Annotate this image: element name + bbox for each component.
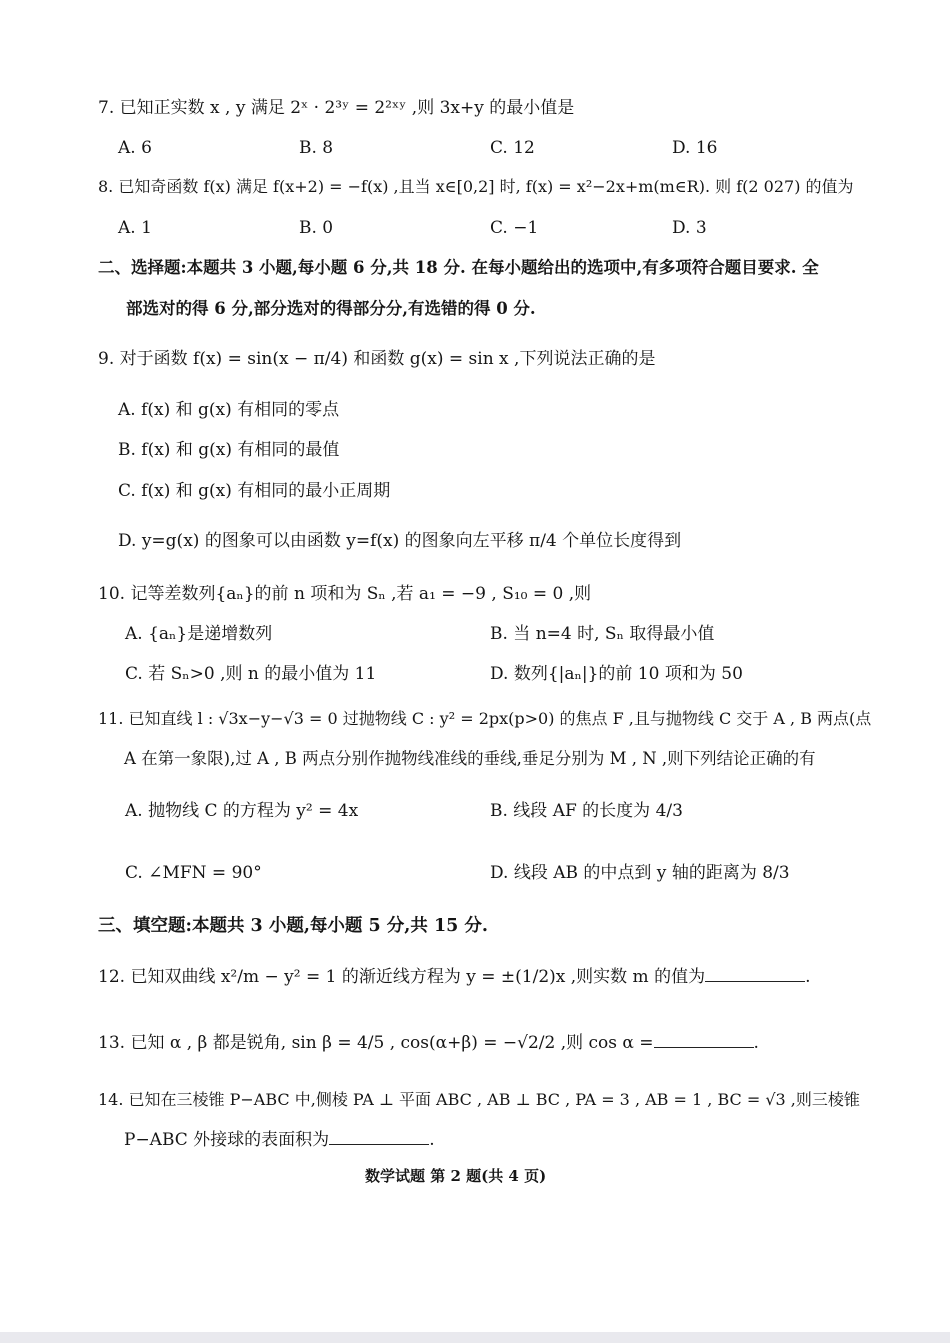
bottom-edge-bar — [0, 1332, 950, 1343]
q12-text: 12. 已知双曲线 x²/m − y² = 1 的渐近线方程为 y = ±(1/2)x ,则实数 m 的值为 — [98, 967, 706, 987]
q11-option-b: B. 线段 AF 的长度为 4/3 — [490, 801, 683, 821]
q11-option-d: D. 线段 AB 的中点到 y 轴的距离为 8/3 — [490, 863, 790, 883]
q13-text: 13. 已知 α , β 都是锐角, sin β = 4/5 , cos(α+β) = −√2/2 ,则 cos α = — [98, 1033, 654, 1053]
q8-option-a: A. 1 — [118, 218, 152, 238]
q9-option-a: A. f(x) 和 g(x) 有相同的零点 — [118, 400, 340, 420]
q11-stem-cont: A 在第一象限),过 A , B 两点分别作抛物线准线的垂线,垂足分别为 M , N ,则下列结论正确的有 — [124, 749, 816, 768]
q8-option-b: B. 0 — [299, 218, 334, 238]
q8-option-d: D. 3 — [672, 218, 707, 238]
q12-answer-blank[interactable] — [705, 965, 805, 982]
q7-option-c: C. 12 — [490, 138, 535, 158]
q14-stem-cont — [124, 1128, 435, 1152]
section3-heading: 三、填空题:本题共 3 小题,每小题 5 分,共 15 分. — [98, 916, 488, 936]
q12-stem — [98, 965, 811, 989]
q8-stem: 8. 已知奇函数 f(x) 满足 f(x+2) = −f(x) ,且当 x∈[0,2] 时, f(x) = x²−2x+m(m∈R). 则 f(2 027) 的值为 — [98, 177, 854, 196]
q14-stem: 14. 已知在三棱锥 P−ABC 中,侧棱 PA ⊥ 平面 ABC , AB ⊥ BC , PA = 3 , AB = 1 , BC = √3 ,则三棱锥 — [98, 1090, 860, 1109]
section2-heading: 二、选择题:本题共 3 小题,每小题 6 分,共 18 分. 在每小题给出的选项中,有多项符合题目要求. 全 — [98, 258, 819, 277]
q11-option-c: C. ∠MFN = 90° — [125, 863, 262, 883]
q14-text: P−ABC 外接球的表面积为 — [124, 1130, 330, 1150]
q11-option-a: A. 抛物线 C 的方程为 y² = 4x — [125, 801, 359, 821]
q10-option-b: B. 当 n=4 时, Sₙ 取得最小值 — [490, 624, 715, 644]
q10-stem: 10. 记等差数列{aₙ}的前 n 项和为 Sₙ ,若 a₁ = −9 , S₁₀ = 0 ,则 — [98, 584, 592, 604]
q7-option-a: A. 6 — [118, 138, 152, 158]
q10-option-a: A. {aₙ}是递增数列 — [125, 624, 273, 644]
q9-stem: 9. 对于函数 f(x) = sin(x − π/4) 和函数 g(x) = sin x ,下列说法正确的是 — [98, 349, 656, 369]
q13-answer-blank[interactable] — [654, 1031, 754, 1048]
q13-stem — [98, 1031, 759, 1055]
q7-option-d: D. 16 — [672, 138, 718, 158]
q13-end: . — [753, 1033, 759, 1053]
q9-option-c: C. f(x) 和 g(x) 有相同的最小正周期 — [118, 481, 391, 501]
q14-end: . — [429, 1130, 435, 1150]
q7-option-b: B. 8 — [299, 138, 334, 158]
q12-end: . — [805, 967, 811, 987]
q7-stem: 7. 已知正实数 x , y 满足 2ˣ · 2³ʸ = 2²ˣʸ ,则 3x+y 的最小值是 — [98, 98, 575, 118]
q10-option-c: C. 若 Sₙ>0 ,则 n 的最小值为 11 — [125, 664, 377, 684]
q11-stem: 11. 已知直线 l : √3x−y−√3 = 0 过抛物线 C : y² = 2px(p>0) 的焦点 F ,且与抛物线 C 交于 A , B 两点(点 — [98, 709, 872, 728]
page-footer: 数学试题 第 2 题(共 4 页) — [365, 1167, 547, 1185]
q14-answer-blank[interactable] — [329, 1128, 429, 1145]
q8-option-c: C. −1 — [490, 218, 539, 238]
section2-heading-cont: 部选对的得 6 分,部分选对的得部分分,有选错的得 0 分. — [126, 299, 536, 318]
q10-option-d: D. 数列{|aₙ|}的前 10 项和为 50 — [490, 664, 743, 684]
q9-option-d: D. y=g(x) 的图象可以由函数 y=f(x) 的图象向左平移 π/4 个单位长度得到 — [118, 531, 682, 551]
q9-option-b: B. f(x) 和 g(x) 有相同的最值 — [118, 440, 340, 460]
